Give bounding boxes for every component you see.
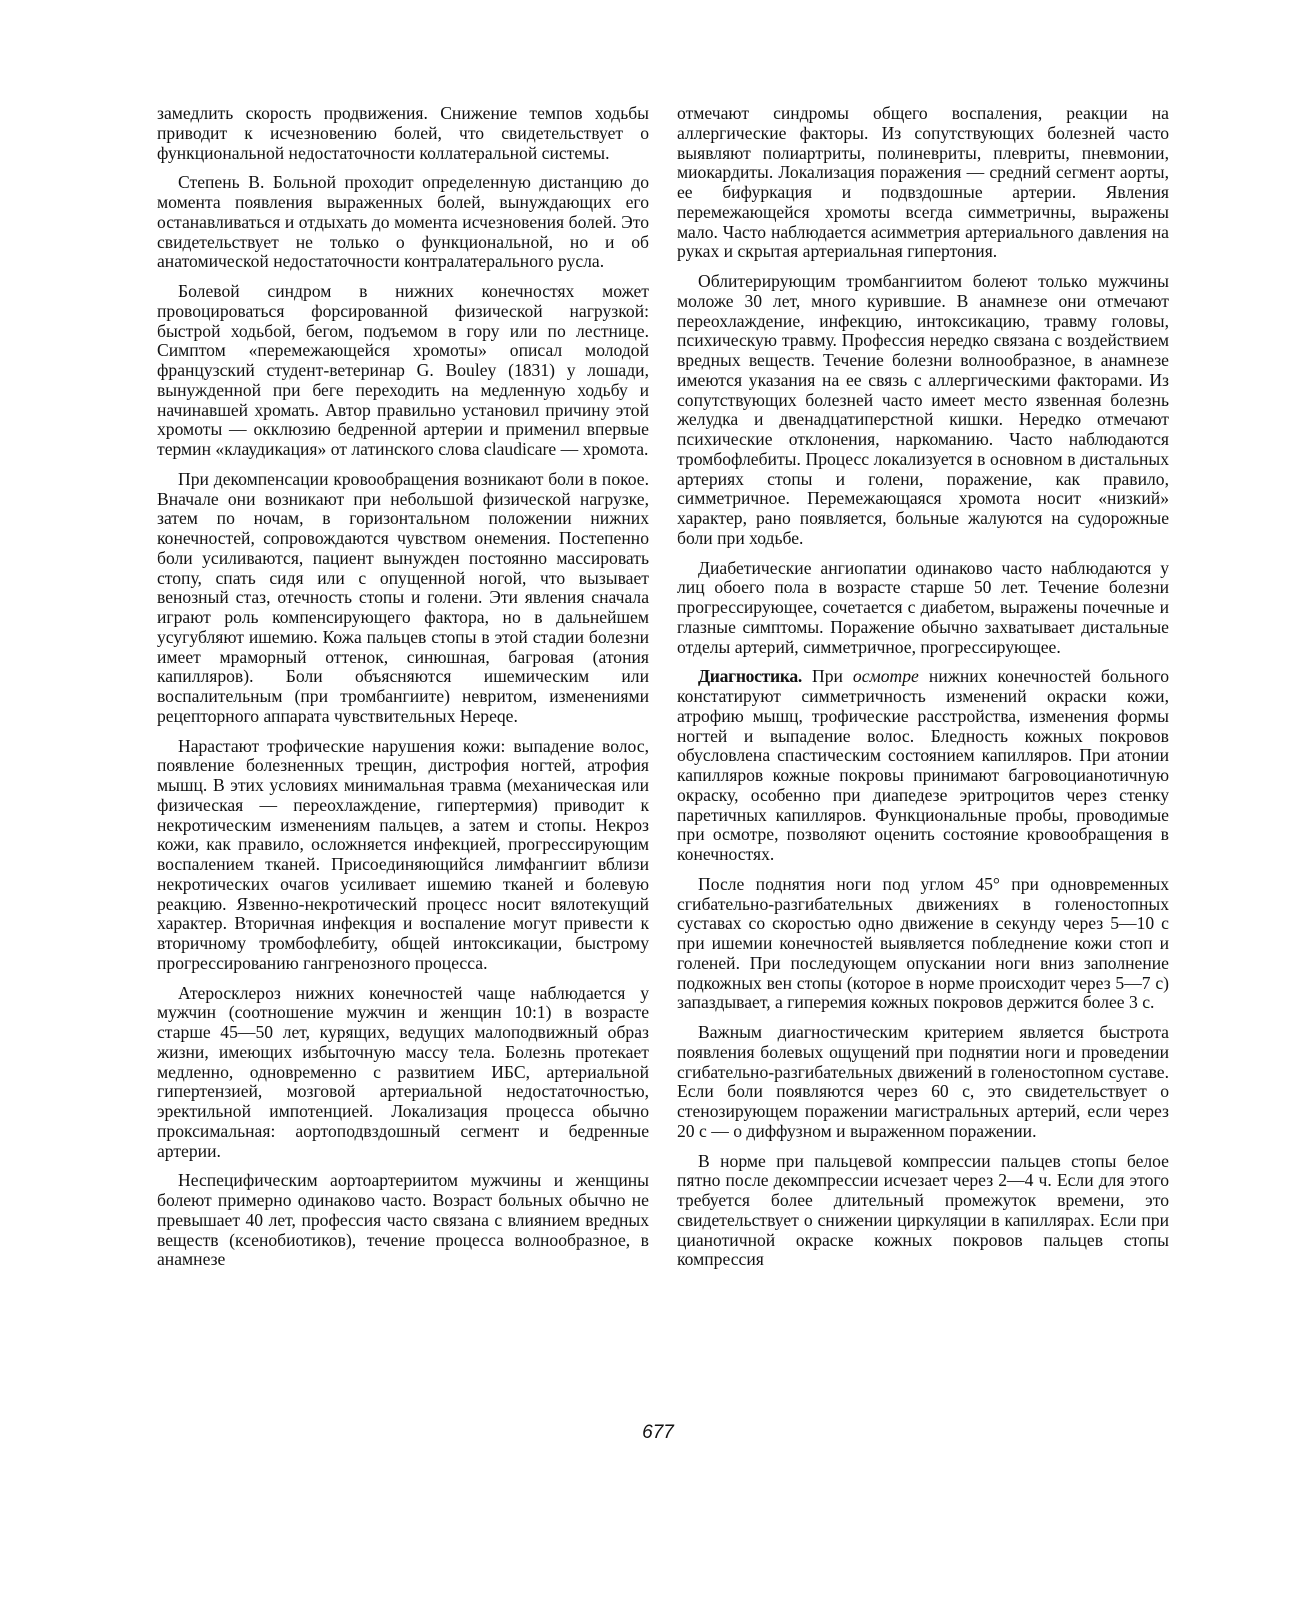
paragraph: Болевой синдром в нижних конечностях может провоцироваться форсированной физической нагрузкой: быстрой ходьбой, бегом, подъемом в гору или по лестнице. Симптом «перемежающейся хромоты» описал молодой французский студент-ветеринар G. Bouley (1831) у лошади, вынужденной при беге переходить на медленную ходьбу и начинавшей хромать. Автор правильно установил причину этой хромоты — окклюзию бедренной артерии и применил впервые термин «клаудикация» от латинского слова claudicare — хромота. bbox=[157, 281, 649, 459]
paragraph: При декомпенсации кровообращения возникают боли в покое. Вначале они возникают при небольшой физической нагрузке, затем по ночам, в горизонтальном положении нижних конечностей, сопровождаются чувством онемения. Постепенно боли усиливаются, пациент вынужден постоянно массировать стопу, спать сидя или с опущенной ногой, что вызывает венозный стаз, отечность стопы и голени. Эти явления сначала играют роль компенсирующего фактора, но в дальнейшем усугубляют ишемию. Кожа пальцев стопы в этой стадии болезни имеет мраморный оттенок, синюшная, багровая (атония капилляров). Боли объясняются ишемическим или воспалительным (при тромбангиите) невритом, изменениями рецепторного аппарата чувствительных Нереqе. bbox=[157, 468, 649, 726]
left-text-column bbox=[157, 104, 649, 1280]
paragraph: Степень В. Больной проходит определенную дистанцию до момента появления выраженных болей, вынуждающих его останавливаться и отдыхать до момента исчезновения болей. Это свидетельствует не только о функциональной, но и об анатомической недостаточности контралатерального русла. bbox=[157, 172, 649, 272]
paragraph: Нарастают трофические нарушения кожи: выпадение волос, появление болезненных трещин, дистрофия ногтей, атрофия мышц. В этих условиях минимальная травма (механическая или физическая — переохлаждение, гипертермия) приводит к некротическим изменениям пальцев, а затем и стопы. Некроз кожи, как правило, осложняется инфекцией, прогрессирующим воспалением тканей. Присоединяющийся лимфангиит вблизи некротических очагов усиливает ишемию тканей и болевую реакцию. Язвенно-некротический процесс носит вялотекущий характер. Вторичная инфекция и воспаление могут привести к вторичному тромбофлебиту, общей интоксикации, быстрому прогрессированию гангренозного процесса. bbox=[157, 735, 649, 973]
page-number: 677 bbox=[642, 1422, 674, 1443]
paragraph: замедлить скорость продвижения. Снижение темпов ходьбы приводит к исчезновению болей, что свидетельствует о функциональной недостаточности коллатеральной системы. bbox=[157, 103, 649, 163]
paragraph: Облитерирующим тромбангиитом болеют только мужчины моложе 30 лет, много курившие. В анамнезе они отмечают переохлаждение, инфекцию, интоксикацию, травму головы, психическую травму. Профессия нередко связана с воздействием вредных веществ. Течение болезни волнообразное, в анамнезе имеются указания на ее связь с аллергическими факторами. Из сопутствующих болезней часто имеет место язвенная болезнь желудка и двенадцатиперстной кишки. Нередко отмечают психические отклонения, наркоманию. Часто наблюдаются тромбофлебиты. Процесс локализуется в основном в дистальных артериях стопы и голени, поражение, как правило, симметричное. Перемежающаяся хромота носит «низкий» характер, рано появляется, больные жалуются на судорожные боли при ходьбе. bbox=[677, 271, 1169, 548]
right-text-column bbox=[677, 104, 1169, 1280]
diagnostics-paragraph bbox=[677, 667, 1169, 865]
paragraph-text: При bbox=[802, 666, 853, 687]
paragraph: Важным диагностическим критерием является быстрота появления болевых ощущений при поднятии ноги и проведении сгибательно-разгибательных движений в голеностопном суставе. Если боли появляются через 60 с, это свидетельствует о стенозирующем поражении магистральных артерий, если через 20 с — о диффузном и выраженном поражении. bbox=[677, 1022, 1169, 1141]
paragraph: Неспецифическим аортоартериитом мужчины и женщины болеют примерно одинаково часто. Возраст больных обычно не превышает 40 лет, профессия часто связана с влиянием вредных веществ (ксенобиотиков), течение процесса волнообразное, в анамнезе bbox=[157, 1170, 649, 1270]
paragraph: отмечают синдромы общего воспаления, реакции на аллергические факторы. Из сопутствующих болезней часто выявляют полиартриты, полиневриты, плевриты, пневмонии, миокардиты. Локализация поражения — средний сегмент аорты, ее бифуркация и подвздошные артерии. Явления перемежающейся хромоты всегда симметричны, выражены мало. Часто наблюдается асимметрия артериального давления на руках и скрытая артериальная гипертония. bbox=[677, 103, 1169, 262]
italic-term: осмотре bbox=[852, 666, 919, 687]
paragraph: Диабетические ангиопатии одинаково часто наблюдаются у лиц обоего пола в возрасте старше 50 лет. Течение болезни прогрессирующее, сочетается с диабетом, выражены почечные и глазные симптомы. Поражение обычно захватывает дистальные отделы артерий, симметричное, прогрессирующее. bbox=[677, 557, 1169, 657]
paragraph: В норме при пальцевой компрессии пальцев стопы белое пятно после декомпрессии исчезает через 2—4 ч. Если для этого требуется более длительный промежуток времени, это свидетельствует о снижении циркуляции в капиллярах. Если при цианотичной окраске кожных покровов пальцев стопы компрессия bbox=[677, 1150, 1169, 1270]
paragraph-text: нижних конечностей больного констатируют симметричность изменений окраски кожи, атрофию мышц, трофические расстройства, изменения формы ногтей и выпадение волос. Бледность кожных покровов обусловлена спастическим состоянием капилляров. При атонии капилляров кожные покровы принимают багровоцианотичную окраску, особенно при диапедезе эритроцитов через стенку паретичных капилляров. Функциональные пробы, проводимые при осмотре, позволяют оценить состояние кровообращения в конечностях. bbox=[677, 666, 1170, 864]
paragraph: Атеросклероз нижних конечностей чаще наблюдается у мужчин (соотношение мужчин и женщин 10:1) в возрасте старше 45—50 лет, курящих, ведущих малоподвижный образ жизни, имеющих избыточную массу тела. Болезнь протекает медленно, одновременно с развитием ИБС, артериальной гипертензией, мозговой артериальной недостаточностью, эректильной импотенцией. Локализация процесса обычно проксимальная: аортоподвздошный сегмент и бедренные артерии. bbox=[157, 982, 649, 1161]
paragraph: После поднятия ноги под углом 45° при одновременных сгибательно-разгибательных движениях в голеностопных суставах со скоростью одно движение в секунду через 5—10 с при ишемии конечностей выявляется побледнение кожи стоп и голеней. При последующем опускании ноги вниз заполнение подкожных вен стопы (которое в норме происходит через 5—7 с) запаздывает, а гиперемия кожных покровов держится более 3 с. bbox=[677, 873, 1169, 1013]
section-heading: Диагностика. bbox=[698, 666, 803, 687]
